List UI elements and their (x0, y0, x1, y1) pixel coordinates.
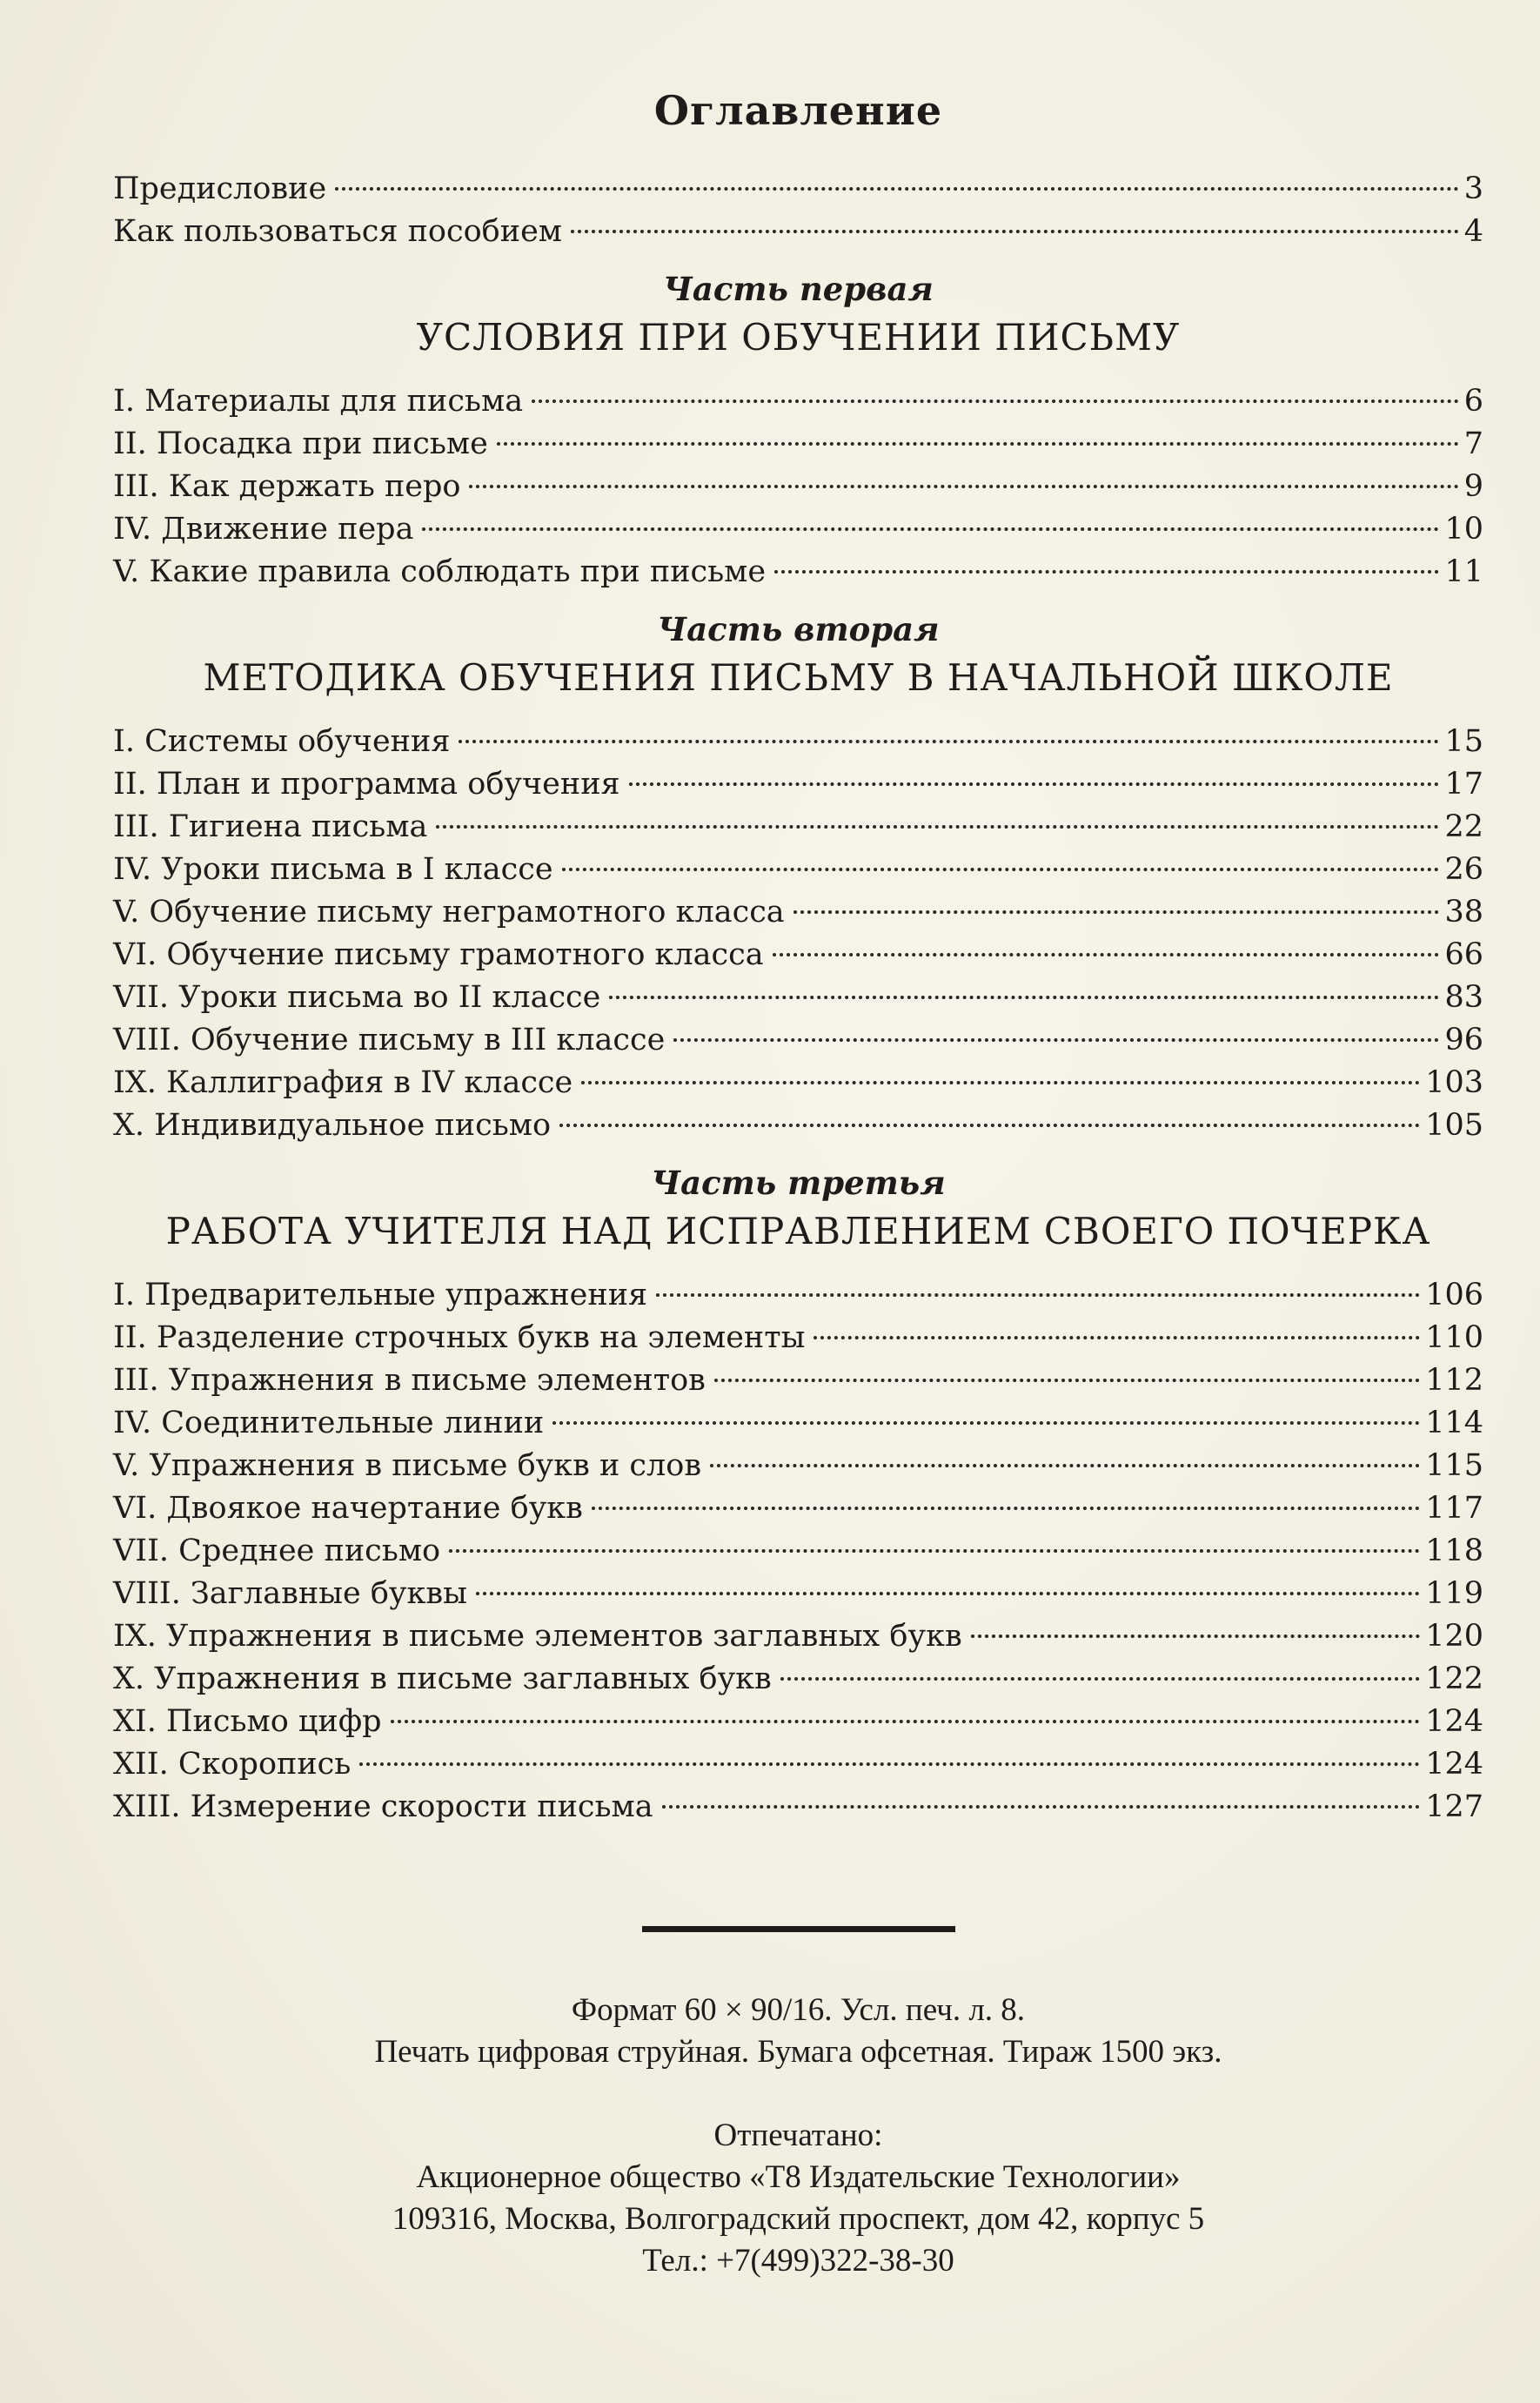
toc-leader-dots (710, 1464, 1420, 1467)
divider-rule (642, 1926, 955, 1932)
imprint-format: Формат 60 × 90/16. Усл. печ. л. 8. (571, 1992, 1026, 2029)
toc-entry-page: 106 (1425, 1278, 1483, 1313)
toc-leader-dots (971, 1634, 1421, 1638)
toc-leader-dots (436, 825, 1439, 829)
toc-entry (113, 1786, 1483, 1829)
toc-entry (113, 1402, 1483, 1445)
toc-entry-page: 10 (1444, 512, 1483, 547)
toc-entry-page: 120 (1425, 1619, 1483, 1655)
toc-entry-page: 124 (1425, 1747, 1483, 1782)
part-name: Часть вторая (657, 610, 940, 649)
toc-entry (113, 1743, 1483, 1786)
toc-entry-label: IV. Уроки письма в I классе (113, 852, 553, 888)
toc-entry-page: 26 (1444, 852, 1483, 888)
toc-entry (113, 1062, 1483, 1104)
toc-entry-page: 7 (1463, 426, 1483, 462)
part-title: УСЛОВИЯ ПРИ ОБУЧЕНИИ ПИСЬМУ (416, 316, 1181, 359)
toc-leader-dots (774, 570, 1439, 574)
toc-entry-label: XI. Письмо цифр (113, 1704, 382, 1740)
toc-entry-page: 4 (1463, 214, 1483, 250)
toc-entry (113, 977, 1483, 1019)
toc-entry (113, 466, 1483, 508)
toc-entry-label: V. Упражнения в письме букв и слов (113, 1448, 702, 1484)
toc-entry-label: V. Какие правила соблюдать при письме (113, 554, 767, 590)
toc-entry (113, 423, 1483, 466)
toc-entry-page: 96 (1444, 1023, 1483, 1058)
toc-leader-dots (571, 230, 1459, 233)
imprint-printer-name: Акционерное общество «Т8 Издательские Технологии» (416, 2159, 1181, 2196)
toc-entry-page: 112 (1425, 1363, 1483, 1399)
toc-entry-page: 119 (1425, 1576, 1483, 1612)
part-name: Часть первая (663, 270, 934, 309)
toc-part-list (113, 380, 1483, 594)
toc-entry (113, 891, 1483, 934)
toc-entry (113, 1104, 1483, 1147)
toc-entry-page: 103 (1425, 1065, 1483, 1101)
toc-leader-dots (780, 1677, 1420, 1681)
toc-entry (113, 763, 1483, 806)
part-title: МЕТОДИКА ОБУЧЕНИЯ ПИСЬМУ В НАЧАЛЬНОЙ ШКОЛЕ (203, 656, 1394, 700)
toc-entry (113, 721, 1483, 763)
toc-entry-label: XII. Скоропись (113, 1747, 352, 1782)
toc-intro-list (113, 168, 1483, 253)
toc-entry (113, 551, 1483, 594)
toc-entry-label: VII. Уроки письма во II классе (113, 980, 601, 1016)
toc-entry-page: 83 (1444, 980, 1483, 1016)
toc-leader-dots (391, 1720, 1421, 1723)
toc-leader-dots (335, 187, 1459, 191)
toc-entry-page: 38 (1444, 895, 1483, 930)
toc-entry-page: 118 (1425, 1534, 1483, 1569)
toc-entry (113, 1359, 1483, 1402)
toc-page (113, 87, 1483, 2282)
toc-entry-page: 127 (1425, 1789, 1483, 1825)
imprint-block (113, 1990, 1483, 2282)
toc-entry-page: 6 (1463, 384, 1483, 420)
toc-entry (113, 211, 1483, 253)
toc-entry-page: 110 (1425, 1320, 1483, 1356)
toc-entry-label: III. Как держать перо (113, 469, 461, 505)
toc-entry-label: IV. Соединительные линии (113, 1406, 545, 1441)
toc-leader-dots (552, 1421, 1420, 1425)
toc-entry-page: 9 (1463, 469, 1483, 505)
toc-entry-label: Предисловие (113, 171, 327, 207)
toc-parts (113, 265, 1483, 1829)
toc-entry-label: VIII. Обучение письму в III классе (113, 1023, 666, 1058)
toc-entry (113, 1615, 1483, 1658)
toc-entry-page: 105 (1425, 1108, 1483, 1144)
toc-entry-label: I. Предварительные упражнения (113, 1278, 648, 1313)
part-name: Часть третья (651, 1164, 946, 1203)
toc-entry (113, 1317, 1483, 1359)
toc-entry-label: VI. Обучение письму грамотного класса (113, 937, 764, 973)
toc-entry-label: II. Разделение строчных букв на элементы (113, 1320, 806, 1356)
toc-entry-label: X. Индивидуальное письмо (113, 1108, 552, 1144)
toc-entry (113, 1573, 1483, 1615)
toc-entry-label: VII. Среднее письмо (113, 1534, 441, 1569)
toc-entry-label: V. Обучение письму неграмотного класса (113, 895, 785, 930)
toc-entry-page: 11 (1444, 554, 1483, 590)
toc-entry-page: 122 (1425, 1661, 1483, 1697)
toc-entry-page: 3 (1463, 171, 1483, 207)
toc-leader-dots (662, 1805, 1421, 1809)
toc-leader-dots (592, 1507, 1420, 1510)
toc-entry (113, 1701, 1483, 1743)
toc-entry-page: 17 (1444, 767, 1483, 802)
toc-entry (113, 1019, 1483, 1062)
part-title: РАБОТА УЧИТЕЛЯ НАД ИСПРАВЛЕНИЕМ СВОЕГО ПОЧЕРКА (165, 1210, 1431, 1253)
toc-entry (113, 1530, 1483, 1573)
toc-entry-page: 15 (1444, 724, 1483, 760)
toc-leader-dots (814, 1336, 1420, 1339)
toc-leader-dots (562, 868, 1440, 871)
part-header (113, 265, 1483, 363)
toc-leader-dots (422, 527, 1439, 531)
toc-leader-dots (497, 442, 1459, 446)
toc-entry-label: III. Упражнения в письме элементов (113, 1363, 706, 1399)
toc-entry-page: 117 (1425, 1491, 1483, 1527)
toc-entry-label: IX. Упражнения в письме элементов заглавных букв (113, 1619, 962, 1655)
toc-entry-label: X. Упражнения в письме заглавных букв (113, 1661, 772, 1697)
toc-entry-page: 124 (1425, 1704, 1483, 1740)
toc-leader-dots (476, 1592, 1420, 1595)
toc-leader-dots (559, 1124, 1420, 1127)
toc-entry-label: VIII. Заглавные буквы (113, 1576, 467, 1612)
imprint-printer-address: 109316, Москва, Волгоградский проспект, дом 42, корпус 5 (392, 2201, 1205, 2238)
toc-leader-dots (459, 740, 1439, 743)
toc-entry (113, 934, 1483, 977)
toc-entry-label: II. План и программа обучения (113, 767, 620, 802)
toc-entry (113, 508, 1483, 551)
toc-entry-label: Как пользоваться пособием (113, 214, 563, 250)
toc-entry (113, 380, 1483, 423)
toc-leader-dots (793, 910, 1440, 914)
toc-part-list (113, 1274, 1483, 1829)
toc-leader-dots (469, 485, 1458, 488)
toc-leader-dots (581, 1081, 1420, 1084)
toc-entry-page: 115 (1425, 1448, 1483, 1484)
toc-entry (113, 806, 1483, 849)
toc-entry-label: IX. Каллиграфия в IV классе (113, 1065, 573, 1101)
toc-leader-dots (609, 996, 1439, 999)
toc-entry-label: I. Материалы для письма (113, 384, 524, 420)
part-header (113, 1159, 1483, 1257)
toc-entry (113, 168, 1483, 211)
toc-entry-label: I. Системы обучения (113, 724, 451, 760)
imprint-printed-heading: Отпечатано: (713, 2118, 883, 2154)
toc-entry-page: 66 (1444, 937, 1483, 973)
toc-entry-label: XIII. Измерение скорости письма (113, 1789, 653, 1825)
toc-entry-label: IV. Движение пера (113, 512, 414, 547)
toc-leader-dots (629, 782, 1440, 786)
toc-leader-dots (656, 1293, 1420, 1297)
toc-entry-label: II. Посадка при письме (113, 426, 488, 462)
toc-leader-dots (714, 1379, 1420, 1382)
toc-entry (113, 1445, 1483, 1487)
toc-leader-dots (673, 1038, 1439, 1042)
toc-part-list (113, 721, 1483, 1147)
part-header (113, 606, 1483, 703)
toc-entry (113, 849, 1483, 891)
toc-leader-dots (359, 1762, 1420, 1766)
toc-entry (113, 1658, 1483, 1701)
toc-leader-dots (532, 399, 1459, 403)
toc-entry (113, 1274, 1483, 1317)
toc-entry-page: 114 (1425, 1406, 1483, 1441)
toc-leader-dots (773, 953, 1440, 957)
toc-entry (113, 1487, 1483, 1530)
toc-leader-dots (449, 1549, 1420, 1553)
toc-title: Оглавление (653, 87, 943, 134)
toc-entry-page: 22 (1444, 809, 1483, 845)
toc-entry-label: III. Гигиена письма (113, 809, 428, 845)
imprint-printer-phone: Тел.: +7(499)322-38-30 (642, 2243, 954, 2279)
imprint-print-info: Печать цифровая струйная. Бумага офсетная. Тираж 1500 экз. (374, 2034, 1222, 2071)
toc-entry-label: VI. Двоякое начертание букв (113, 1491, 583, 1527)
